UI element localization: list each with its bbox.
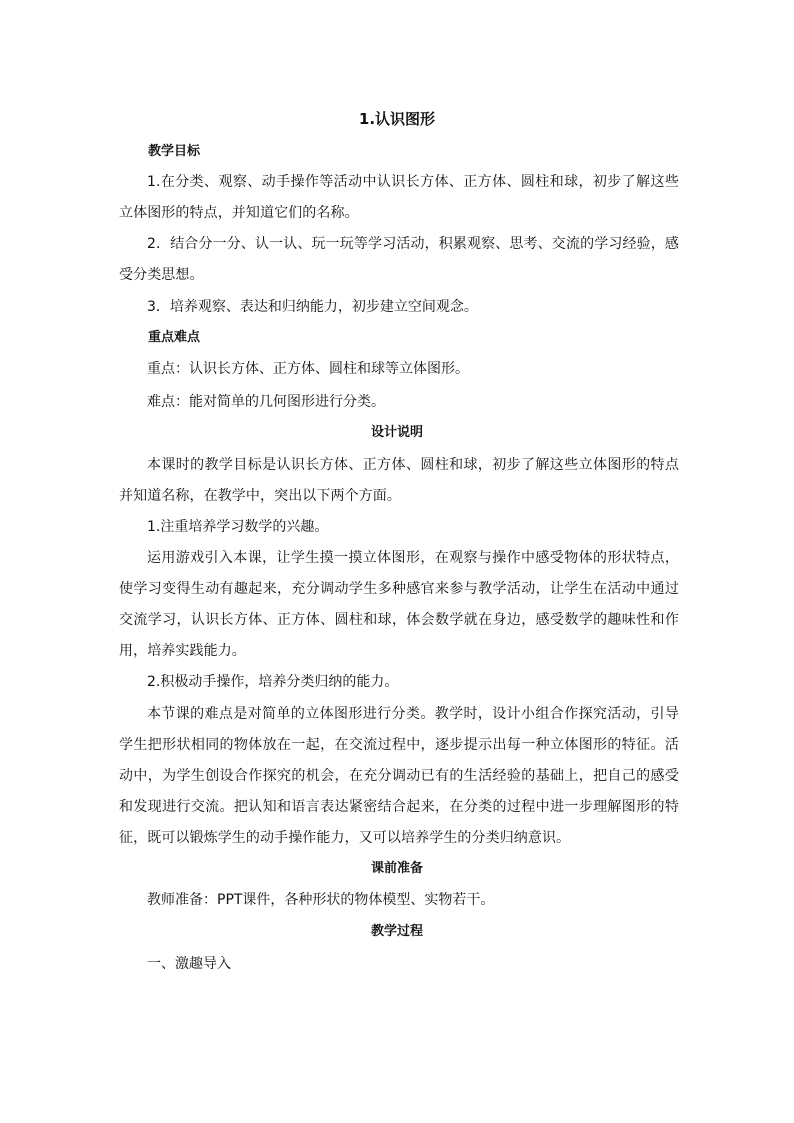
design-point-2: 2.积极动手操作，培养分类归纳的能力。 (147, 674, 399, 690)
process-step-1: 一、激趣导入 (147, 956, 231, 972)
design-paragraph-1: 运用游戏引入本课，让学生摸一摸立体图形，在观察与操作中感受物体的形状特点，使学习变得生动有趣起来，充分调动学生多种感官来参与教学活动，让学生在活动中通过交流学习，认识长方体、正方体、圆柱和球，体会数学就在身边，感受数学的趣味性和作用，培养实践能力。 (119, 550, 679, 659)
key-point-text: 重点：认识长方体、正方体、圆柱和球等立体图形。 (147, 361, 469, 377)
preparation-heading: 课前准备 (370, 861, 423, 876)
design-intro-paragraph: 本课时的教学目标是认识长方体、正方体、圆柱和球，初步了解这些立体图形的特点并知道名称，在教学中，突出以下两个方面。 (119, 457, 679, 504)
goal-3-paragraph: 3．培养观察、表达和归纳能力，初步建立空间观念。 (147, 299, 478, 315)
key-points-heading: 重点难点 (148, 330, 201, 345)
process-heading: 教学过程 (370, 924, 423, 939)
goal-1-paragraph: 1.在分类、观察、动手操作等活动中认识长方体、正方体、圆柱和球，初步了解这些立体图形的特点，并知道它们的名称。 (119, 174, 679, 221)
page-title: 1.认识图形 (358, 110, 436, 128)
design-paragraph-2: 本节课的难点是对简单的立体图形进行分类。教学时，设计小组合作探究活动，引导学生把形状相同的物体放在一起，在交流过程中，逐步提示出每一种立体图形的特征。活动中，为学生创设合作探究的机会，在充分调动已有的生活经验的基础上，把自己的感受和发现进行交流。把认知和语言表达紧密结合起来，在分类的过程中进一步理解图形的特征，既可以锻炼学生的动手操作能力，又可以培养学生的分类归纳意识。 (119, 706, 679, 846)
goal-2-paragraph: 2．结合分一分、认一认、玩一玩等学习活动，积累观察、思考、交流的学习经验，感受分类思想。 (119, 236, 679, 283)
design-heading: 设计说明 (370, 425, 423, 440)
difficult-point-text: 难点：能对简单的几何图形进行分类。 (147, 394, 385, 410)
design-point-1: 1.注重培养学习数学的兴趣。 (147, 519, 329, 535)
goals-heading: 教学目标 (148, 144, 201, 159)
preparation-text: 教师准备：PPT课件，各种形状的物体模型、实物若干。 (147, 892, 495, 908)
